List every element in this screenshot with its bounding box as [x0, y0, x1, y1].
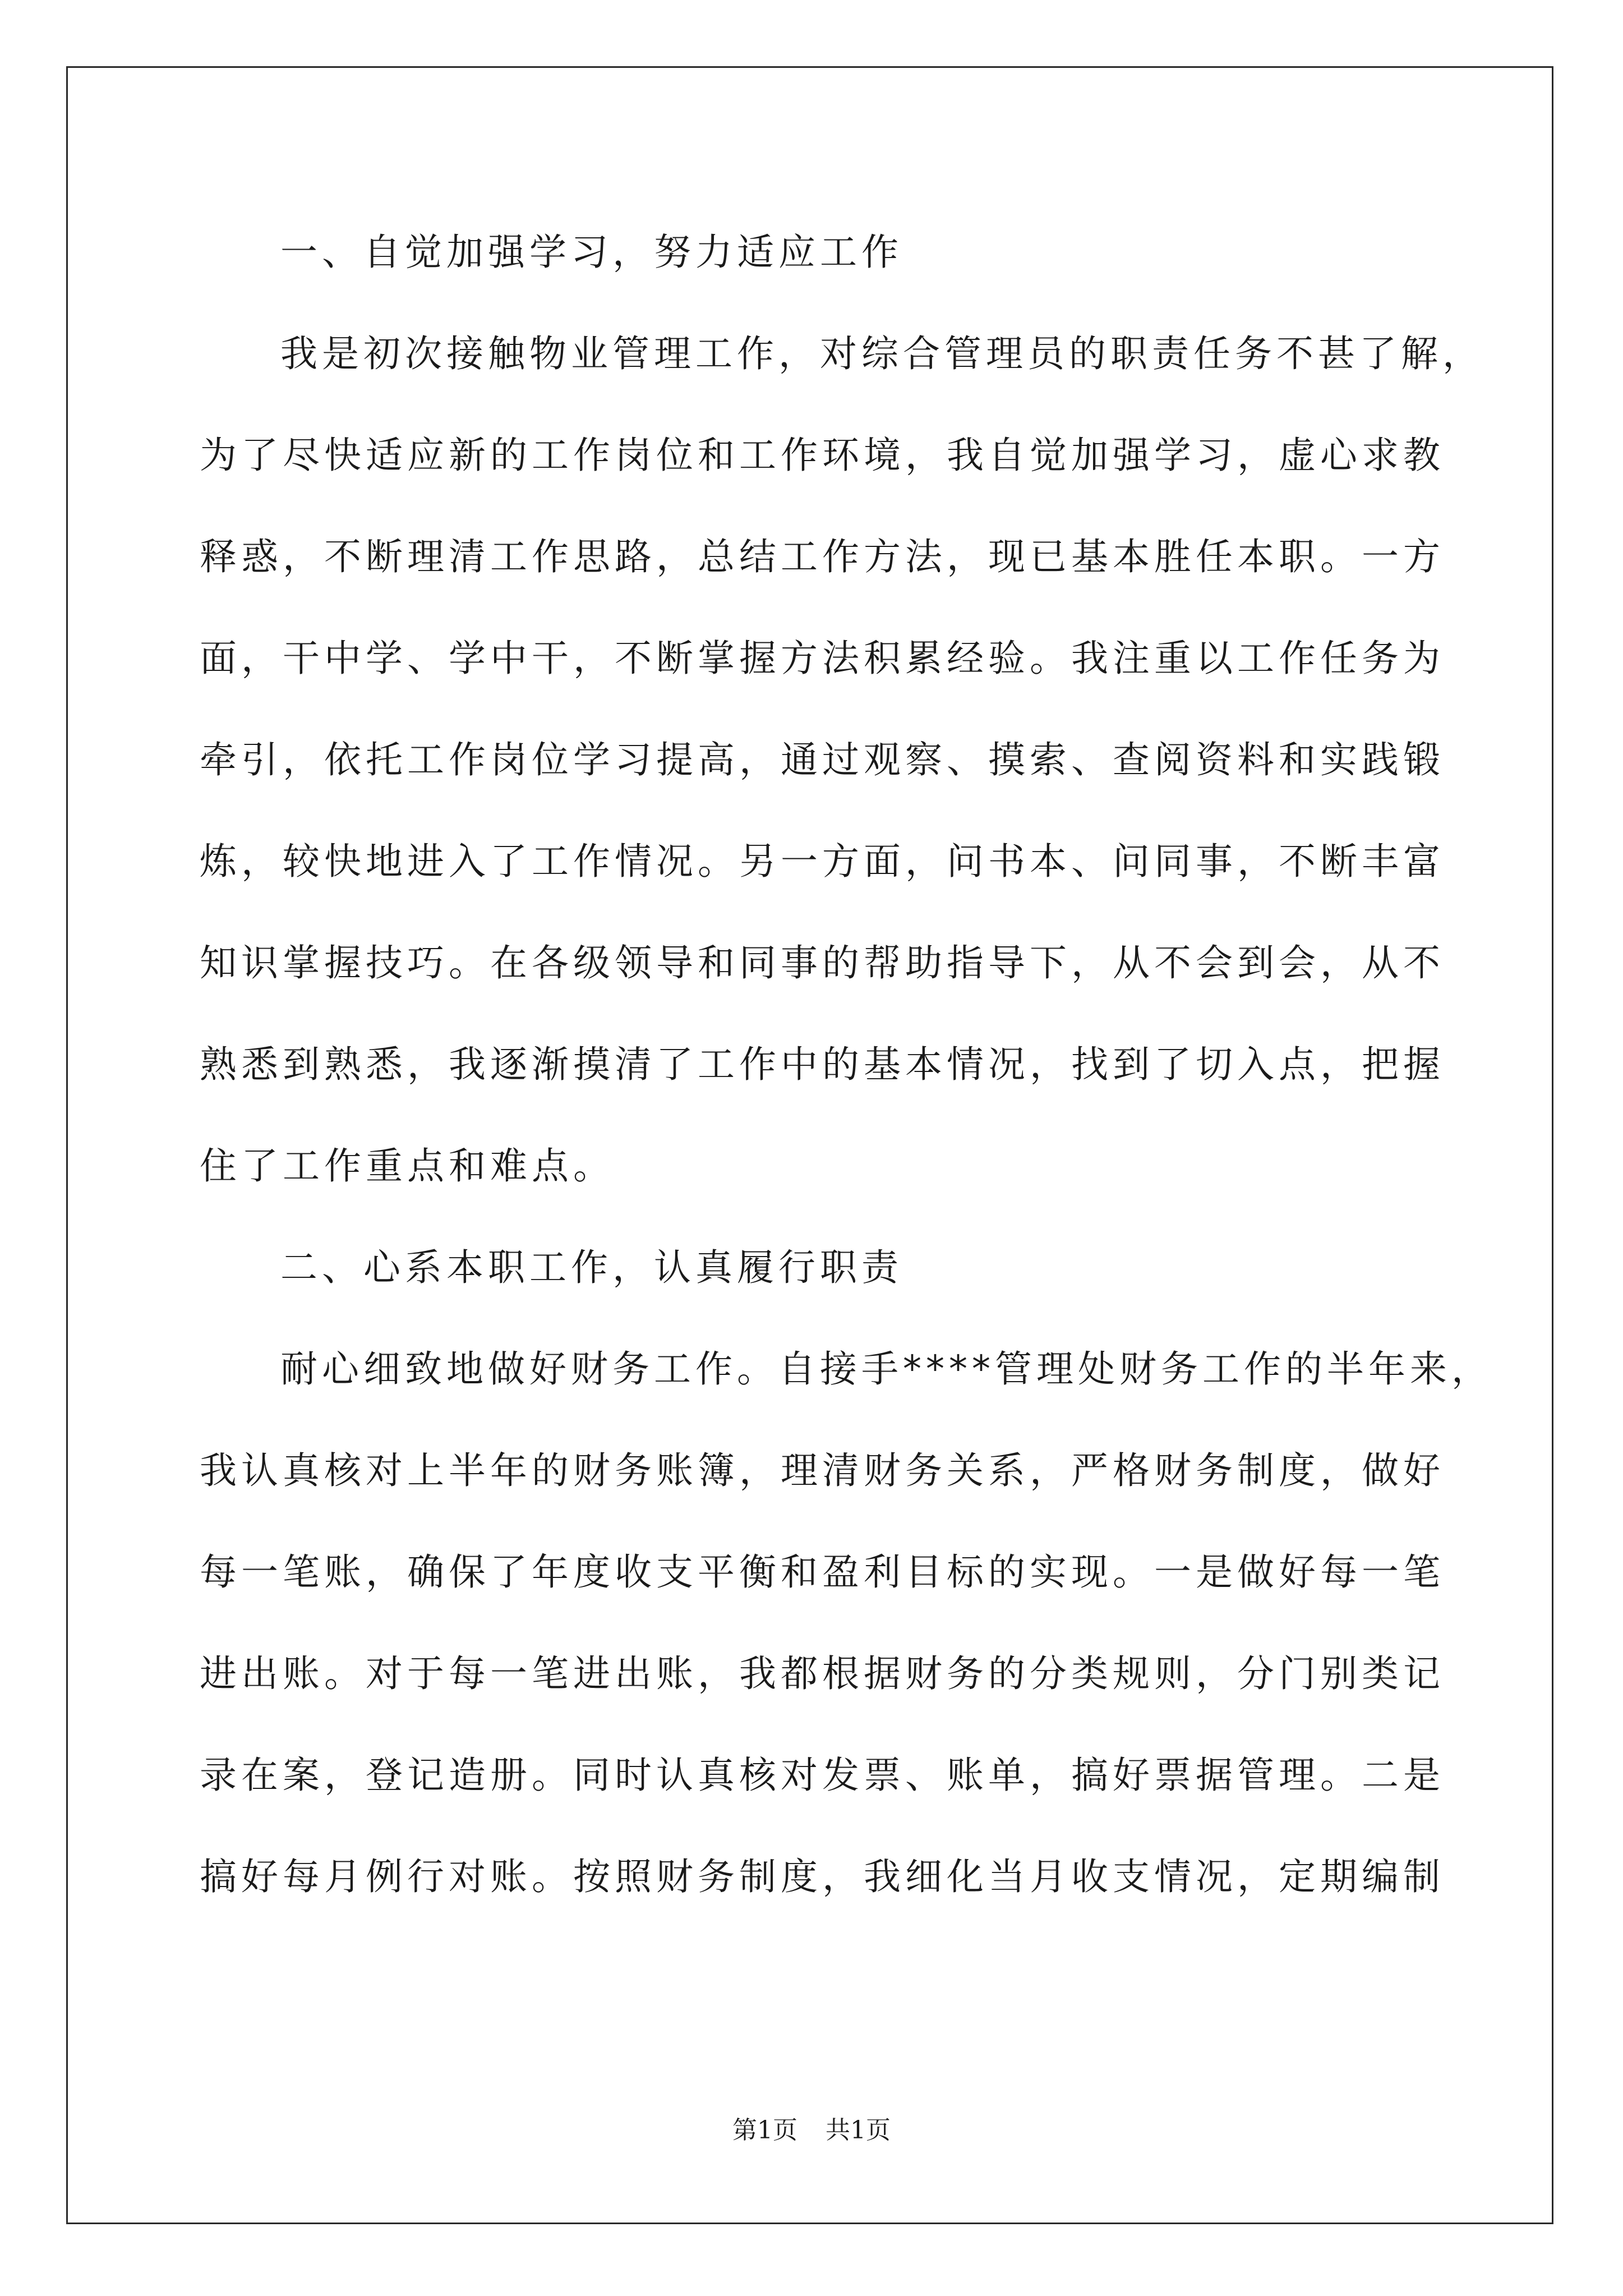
- section-heading-2: 二、心系本职工作，认真履行职责: [280, 1246, 903, 1289]
- paragraph-1-line: 释惑，不断理清工作思路，总结工作方法，现已基本胜任本职。一方: [200, 535, 1445, 578]
- section-heading-1: 一、自觉加强学习，努力适应工作: [280, 231, 903, 274]
- paragraph-1-line: 面，干中学、学中干，不断掌握方法积累经验。我注重以工作任务为: [200, 637, 1445, 680]
- paragraph-1-line: 炼，较快地进入了工作情况。另一方面，问书本、问同事，不断丰富: [200, 840, 1445, 883]
- paragraph-2-line: 我认真核对上半年的财务账簿，理清财务关系，严格财务制度，做好: [200, 1449, 1445, 1492]
- paragraph-1-line: 为了尽快适应新的工作岗位和工作环境，我自觉加强学习，虚心求教: [200, 434, 1445, 477]
- paragraph-2-line: 耐心细致地做好财务工作。自接手****管理处财务工作的半年来，: [280, 1347, 1493, 1391]
- paragraph-1-line: 牵引，依托工作岗位学习提高，通过观察、摸索、查阅资料和实践锻: [200, 738, 1445, 781]
- paragraph-2-line: 进出账。对于每一笔进出账，我都根据财务的分类规则，分门别类记: [200, 1652, 1445, 1695]
- paragraph-1-line: 熟悉到熟悉，我逐渐摸清了工作中的基本情况，找到了切入点，把握: [200, 1043, 1445, 1086]
- document-body: [200, 219, 1493, 1945]
- paragraph-1-line: 住了工作重点和难点。: [200, 1144, 615, 1188]
- page-footer: [0, 2114, 1623, 2147]
- paragraph-1-line: 知识掌握技巧。在各级领导和同事的帮助指导下，从不会到会，从不: [200, 941, 1445, 984]
- paragraph-2-line: 搞好每月例行对账。按照财务制度，我细化当月收支情况，定期编制: [200, 1855, 1445, 1898]
- page-number: 第1页: [732, 2116, 797, 2145]
- page-total: 共1页: [826, 2116, 891, 2145]
- paragraph-2-line: 每一笔账，确保了年度收支平衡和盈利目标的实现。一是做好每一笔: [200, 1550, 1445, 1594]
- paragraph-1-line: 我是初次接触物业管理工作，对综合管理员的职责任务不甚了解，: [280, 332, 1484, 375]
- paragraph-2-line: 录在案，登记造册。同时认真核对发票、账单，搞好票据管理。二是: [200, 1754, 1445, 1797]
